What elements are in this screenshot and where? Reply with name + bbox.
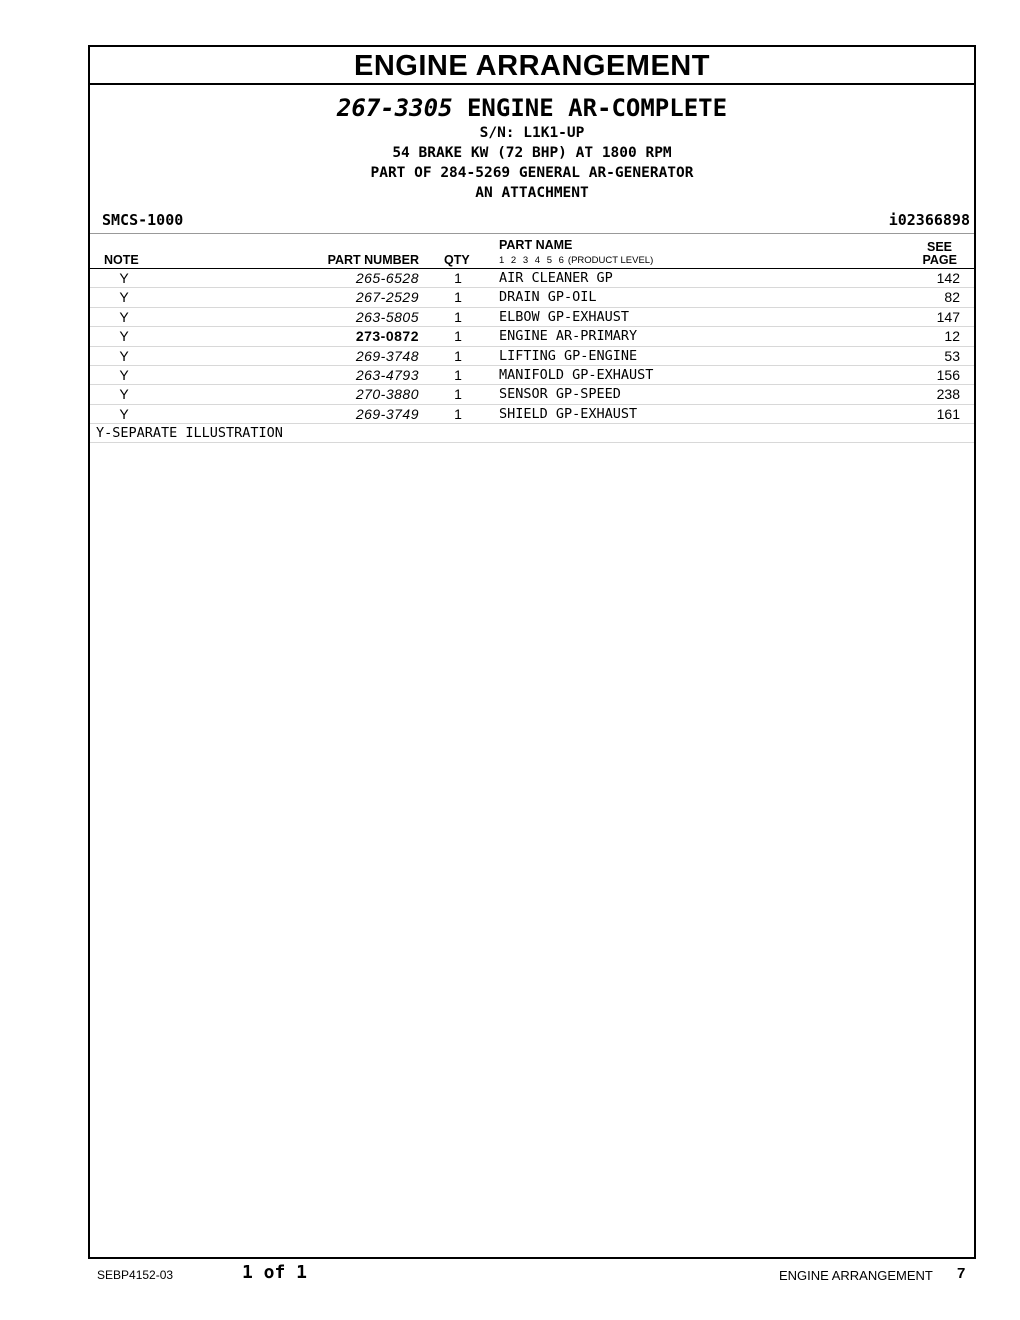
header-levels <box>499 255 653 266</box>
table-body <box>90 269 974 424</box>
see-page-cell: 161 <box>936 405 960 422</box>
product-level-label: (PRODUCT LEVEL) <box>567 255 654 266</box>
assembly-part-name: ENGINE AR-COMPLETE <box>466 94 728 122</box>
part-number-cell: 263-5805 <box>355 308 419 325</box>
qty-cell: 1 <box>454 328 462 345</box>
assembly-part-number: 267-3305 <box>336 94 453 122</box>
engine-rating: 54 BRAKE KW (72 BHP) AT 1800 RPM <box>392 145 672 161</box>
see-page-cell: 147 <box>936 308 960 325</box>
part-name-cell: ELBOW GP-EXHAUST <box>499 308 630 325</box>
section-name: ENGINE ARRANGEMENT <box>779 1268 933 1283</box>
qty-cell: 1 <box>454 347 462 364</box>
header-note: NOTE <box>104 253 139 267</box>
table-row <box>90 269 974 288</box>
part-number-cell: 269-3749 <box>355 405 419 422</box>
note-cell: Y <box>119 289 129 306</box>
part-of-line: PART OF 284-5269 GENERAL AR-GENERATOR <box>370 165 694 181</box>
smcs-row <box>90 209 974 233</box>
page-footer <box>0 1262 1020 1292</box>
qty-cell: 1 <box>454 270 462 286</box>
header-part-name: PART NAME <box>499 238 573 252</box>
parts-list-frame <box>88 45 976 1259</box>
note-cell: Y <box>119 270 129 286</box>
part-name-cell: DRAIN GP-OIL <box>499 289 597 306</box>
part-name-cell: SENSOR GP-SPEED <box>499 386 621 403</box>
part-number-cell: 263-4793 <box>355 366 419 383</box>
see-page-cell: 53 <box>944 347 960 364</box>
part-number-cell: 265-6528 <box>355 270 419 286</box>
table-row <box>90 366 974 385</box>
part-name-cell: LIFTING GP-ENGINE <box>499 347 638 364</box>
page-title: ENGINE ARRANGEMENT <box>354 50 710 82</box>
note-cell: Y <box>119 328 129 345</box>
note-cell: Y <box>119 347 129 364</box>
part-number-cell: 269-3748 <box>355 347 419 364</box>
table-header <box>90 233 974 269</box>
table-row <box>90 327 974 346</box>
qty-cell: 1 <box>454 405 462 422</box>
see-page-cell: 142 <box>936 270 960 286</box>
note-cell: Y <box>119 405 129 422</box>
header-qty: QTY <box>444 253 470 267</box>
assembly-heading <box>90 93 974 123</box>
part-name-cell: AIR CLEANER GP <box>499 270 613 286</box>
attachment-line: AN ATTACHMENT <box>475 185 589 201</box>
qty-cell: 1 <box>454 308 462 325</box>
page-of: 1 of 1 <box>242 1262 308 1283</box>
part-name-cell: SHIELD GP-EXHAUST <box>499 405 638 422</box>
qty-cell: 1 <box>454 386 462 403</box>
header-see: SEE <box>926 240 952 254</box>
see-page-cell: 156 <box>936 366 960 383</box>
part-name-cell: ENGINE AR-PRIMARY <box>499 328 638 345</box>
table-row <box>90 308 974 327</box>
see-page-cell: 82 <box>944 289 960 306</box>
level-numbers: 1 2 3 4 5 6 <box>499 255 564 266</box>
table-row <box>90 385 974 404</box>
header-page: PAGE <box>922 253 957 267</box>
smcs-code: SMCS-1000 <box>102 211 184 229</box>
table-row <box>90 347 974 366</box>
part-number-cell: 273-0872 <box>355 328 419 345</box>
header-part-number: PART NUMBER <box>327 253 419 267</box>
note-cell: Y <box>119 366 129 383</box>
serial-number: S/N: L1K1-UP <box>479 125 585 141</box>
table-row <box>90 288 974 307</box>
table-row <box>90 405 974 424</box>
part-name-cell: MANIFOLD GP-EXHAUST <box>499 366 654 383</box>
page-number: 7 <box>957 1265 966 1282</box>
see-page-cell: 238 <box>936 386 960 403</box>
note-cell: Y <box>119 308 129 325</box>
note-cell: Y <box>119 386 129 403</box>
legend-row <box>90 424 974 443</box>
document-number: SEBP4152-03 <box>97 1268 174 1282</box>
title-bar <box>90 47 974 85</box>
qty-cell: 1 <box>454 366 462 383</box>
part-number-cell: 270-3880 <box>355 386 419 403</box>
part-number-cell: 267-2529 <box>355 289 419 306</box>
legend-text: Y-SEPARATE ILLUSTRATION <box>96 425 283 442</box>
see-page-cell: 12 <box>944 328 960 345</box>
qty-cell: 1 <box>454 289 462 306</box>
illustration-id: i02366898 <box>888 211 970 229</box>
